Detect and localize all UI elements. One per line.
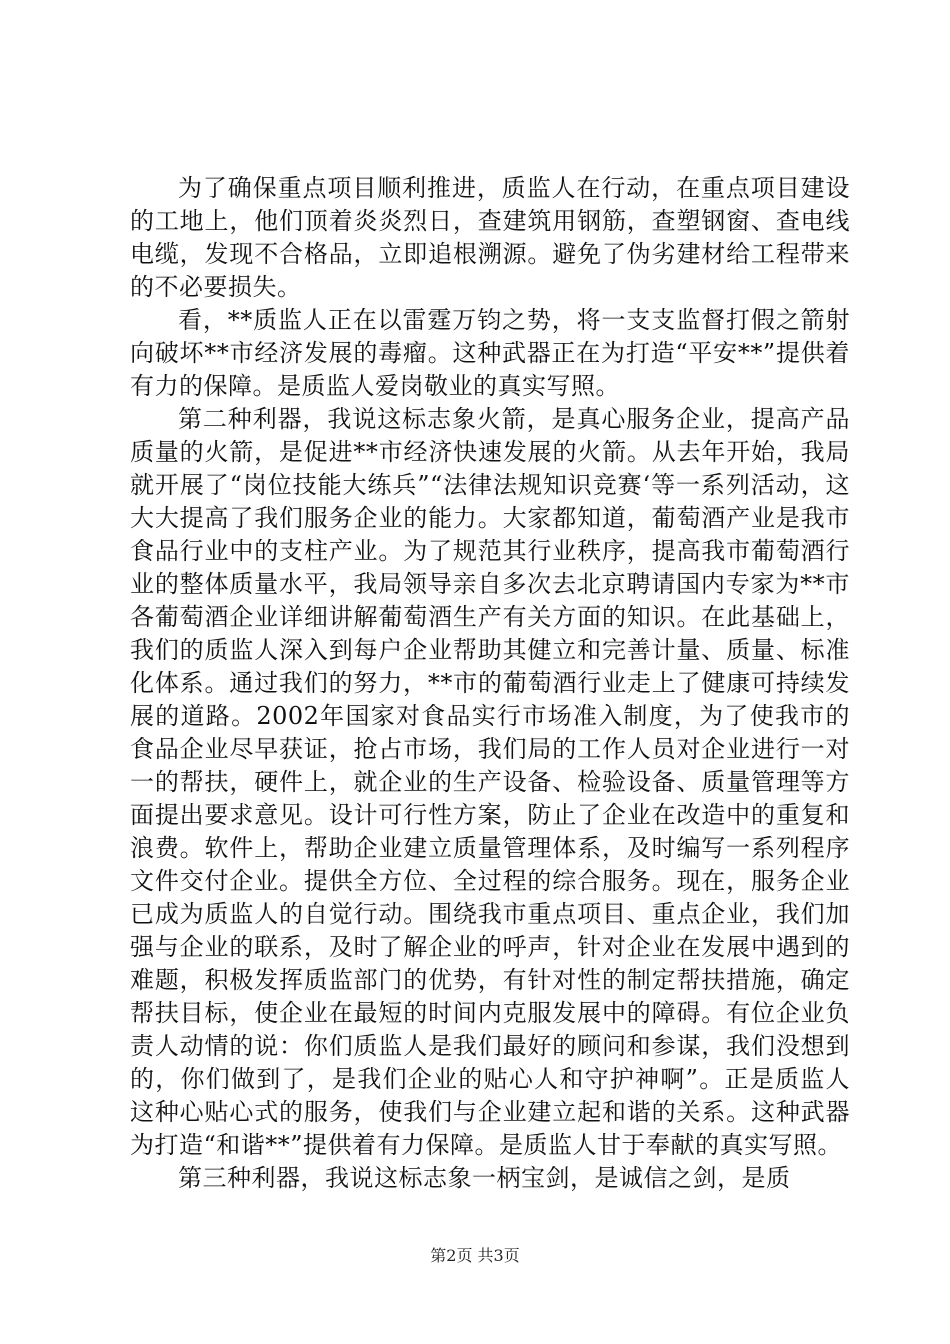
paragraph-1: 为了确保重点项目顺利推进，质监人在行动，在重点项目建设的工地上，他们顶着炎炎烈日，查建筑用钢筋，查塑钢窗、查电线电缆，发现不合格品，立即追根溯源。避免了伪劣建材给工程带来的不必要损失。 bbox=[130, 174, 850, 301]
paragraph-3: 第二种利器，我说这标志象火箭，是真心服务企业，提高产品质量的火箭，是促进**市经济快速发展的火箭。从去年开始，我局就开展了“岗位技能大练兵”“法律法规知识竞赛‘等一系列活动，这大大提高了我们服务企业的能力。大家都知道，葡萄酒产业是我市食品行业中的支柱产业。为了规范其行业秩序，提高我市葡萄酒行业的整体质量水平，我局领导亲自多次去北京聘请国内专家为**市各葡萄酒企业详细讲解葡萄酒生产有关方面的知识。在此基础上，我们的质监人深入到每户企业帮助其健立和完善计量、质量、标准化体系。通过我们的努力，**市的葡萄酒行业走上了健康可持续发展的道路。2002年国家对食品实行市场准入制度，为了使我市的食品企业尽早获证，抢占市场，我们局的工作人员对企业进行一对一的帮扶，硬件上，就企业的生产设备、检验设备、质量管理等方面提出要求意见。设计可行性方案，防止了企业在改造中的重复和浪费。软件上，帮助企业建立质量管理体系，及时编写一系列程序文件交付企业。提供全方位、全过程的综合服务。现在，服务企业已成为质监人的自觉行动。围绕我市重点项目、重点企业，我们加强与企业的联系，及时了解企业的呼声，针对企业在发展中遇到的难题，积极发挥质监部门的优势，有针对性的制定帮扶措施，确定帮扶目标，使企业在最短的时间内克服发展中的障碍。有位企业负责人动情的说：你们质监人是我们最好的顾问和参谋，我们没想到的，你们做到了，是我们企业的贴心人和守护神啊”。正是质监人这种心贴心式的服务，使我们与企业建立起和谐的关系。这种武器为打造“和谐**”提供着有力保障。是质监人甘于奉献的真实写照。 bbox=[130, 405, 850, 1159]
page-number: 第2页 共3页 bbox=[430, 1246, 520, 1265]
document-body bbox=[130, 172, 850, 1195]
page-footer bbox=[0, 1243, 950, 1266]
paragraph-2: 看，**质监人正在以雷霆万钧之势，将一支支监督打假之箭射向破坏**市经济发展的毒瘤。这种武器正在为打造“平安**”提供着有力的保障。是质监人爱岗敬业的真实写照。 bbox=[130, 306, 850, 400]
paragraph-4: 第三种利器，我说这标志象一柄宝剑，是诚信之剑，是质 bbox=[178, 1164, 791, 1192]
